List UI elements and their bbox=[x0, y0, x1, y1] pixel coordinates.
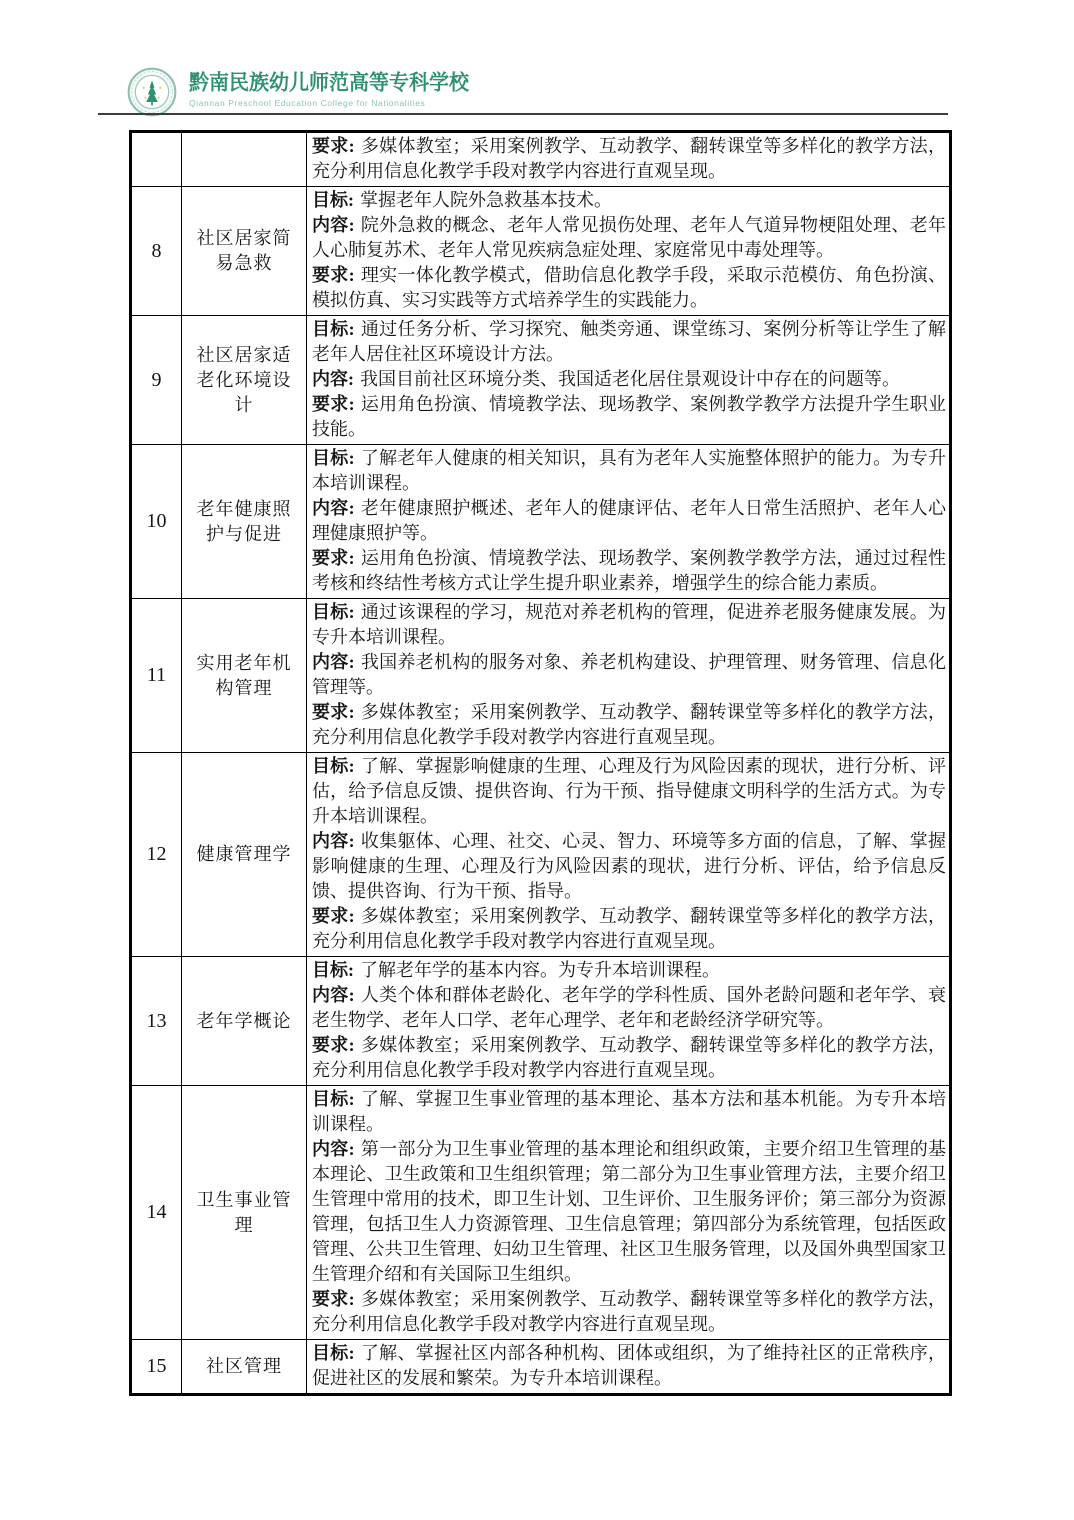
detail-label: 内容: bbox=[312, 369, 354, 389]
detail-paragraph bbox=[312, 446, 946, 496]
course-name-cell bbox=[182, 132, 307, 187]
course-no-cell: 8 bbox=[131, 187, 182, 316]
table-row bbox=[131, 187, 951, 316]
course-details-cell bbox=[307, 753, 951, 957]
course-name-cell: 社区管理 bbox=[182, 1340, 307, 1395]
course-details-cell bbox=[307, 445, 951, 599]
detail-text: 理实一体化教学模式，借助信息化教学手段，采取示范模仿、角色扮演、模拟仿真、实习实践等方式培养学生的实践能力。 bbox=[312, 265, 947, 310]
course-name-cell: 老年学概论 bbox=[182, 957, 307, 1086]
detail-paragraph bbox=[312, 263, 946, 313]
detail-text: 多媒体教室；采用案例教学、互动教学、翻转课堂等多样化的教学方法，充分利用信息化教学手段对教学内容进行直观呈现。 bbox=[312, 1289, 947, 1334]
detail-paragraph bbox=[312, 213, 946, 263]
detail-paragraph bbox=[312, 958, 946, 983]
detail-label: 目标: bbox=[312, 319, 355, 339]
detail-text: 收集躯体、心理、社交、心灵、智力、环境等多方面的信息，了解、掌握影响健康的生理、心理及行为风险因素的现状，进行分析、评估，给予信息反馈、提供咨询、行为干预、指导。 bbox=[312, 831, 947, 901]
detail-label: 内容: bbox=[312, 985, 355, 1005]
detail-text: 了解、掌握社区内部各种机构、团体或组织，为了维持社区的正常秩序，促进社区的发展和繁荣。为专升本培训课程。 bbox=[312, 1343, 947, 1388]
course-details-cell bbox=[307, 187, 951, 316]
detail-text: 运用角色扮演、情境教学法、现场教学、案例教学教学方法，通过过程性考核和终结性考核方式让学生提升职业素养，增强学生的综合能力素质。 bbox=[312, 548, 947, 593]
detail-text: 人类个体和群体老龄化、老年学的学科性质、国外老龄问题和老年学、衰老生物学、老年人口学、老年心理学、老年和老龄经济学研究等。 bbox=[312, 985, 947, 1030]
course-no-cell: 15 bbox=[131, 1340, 182, 1395]
detail-label: 内容: bbox=[312, 1139, 355, 1159]
table-row bbox=[131, 1340, 951, 1395]
table-row bbox=[131, 957, 951, 1086]
course-name-cell: 实用老年机构管理 bbox=[182, 599, 307, 753]
detail-text: 运用角色扮演、情境教学法、现场教学、案例教学教学方法提升学生职业技能。 bbox=[312, 394, 947, 439]
table-row bbox=[131, 445, 951, 599]
detail-paragraph bbox=[312, 134, 946, 184]
table-row bbox=[131, 599, 951, 753]
school-emblem-icon bbox=[127, 66, 177, 118]
course-name-cell: 社区居家适老化环境设计 bbox=[182, 316, 307, 445]
course-no-cell: 10 bbox=[131, 445, 182, 599]
table-row bbox=[131, 753, 951, 957]
detail-paragraph bbox=[312, 1287, 946, 1337]
detail-paragraph bbox=[312, 1033, 946, 1083]
detail-label: 目标: bbox=[312, 960, 354, 980]
course-name-cell: 社区居家简易急救 bbox=[182, 187, 307, 316]
detail-label: 要求: bbox=[312, 265, 355, 285]
detail-text: 了解老年学的基本内容。为专升本培训课程。 bbox=[360, 960, 720, 980]
detail-label: 要求: bbox=[312, 548, 355, 568]
detail-text: 掌握老年人院外急救基本技术。 bbox=[360, 190, 612, 210]
course-details-cell bbox=[307, 132, 951, 187]
detail-text: 我国养老机构的服务对象、养老机构建设、护理管理、财务管理、信息化管理等。 bbox=[312, 652, 947, 697]
course-details-cell bbox=[307, 316, 951, 445]
detail-label: 目标: bbox=[312, 756, 355, 776]
detail-label: 目标: bbox=[312, 1343, 355, 1363]
detail-text: 了解、掌握卫生事业管理的基本理论、基本方法和基本机能。为专升本培训课程。 bbox=[312, 1089, 947, 1134]
detail-paragraph bbox=[312, 1087, 946, 1137]
detail-text: 多媒体教室；采用案例教学、互动教学、翻转课堂等多样化的教学方法，充分利用信息化教学手段对教学内容进行直观呈现。 bbox=[312, 1035, 947, 1080]
detail-label: 要求: bbox=[312, 1289, 355, 1309]
detail-text: 通过该课程的学习，规范对养老机构的管理，促进养老服务健康发展。为专升本培训课程。 bbox=[312, 602, 947, 647]
detail-label: 目标: bbox=[312, 448, 355, 468]
detail-paragraph bbox=[312, 392, 946, 442]
school-name-en: Qiannan Preschool Education College for Nationalities bbox=[189, 98, 426, 108]
detail-label: 要求: bbox=[312, 136, 355, 156]
detail-text: 院外急救的概念、老年人常见损伤处理、老年人气道异物梗阻处理、老年人心肺复苏术、老年人常见疾病急症处理、家庭常见中毒处理等。 bbox=[312, 215, 947, 260]
detail-label: 要求: bbox=[312, 702, 355, 722]
detail-label: 要求: bbox=[312, 1035, 355, 1055]
course-table bbox=[129, 130, 952, 1396]
school-logo-text bbox=[189, 66, 469, 108]
detail-paragraph bbox=[312, 1341, 946, 1391]
detail-paragraph bbox=[312, 600, 946, 650]
detail-label: 目标: bbox=[312, 602, 355, 622]
detail-text: 了解老年人健康的相关知识，具有为老年人实施整体照护的能力。为专升本培训课程。 bbox=[312, 448, 947, 493]
detail-text: 了解、掌握影响健康的生理、心理及行为风险因素的现状，进行分析、评估，给予信息反馈、提供咨询、行为干预、指导健康文明科学的生活方式。为专升本培训课程。 bbox=[312, 756, 947, 826]
detail-label: 内容: bbox=[312, 831, 355, 851]
detail-label: 内容: bbox=[312, 498, 355, 518]
detail-paragraph bbox=[312, 829, 946, 904]
course-details-cell bbox=[307, 957, 951, 1086]
course-details-cell bbox=[307, 599, 951, 753]
detail-label: 内容: bbox=[312, 652, 355, 672]
course-no-cell: 9 bbox=[131, 316, 182, 445]
course-details-cell bbox=[307, 1340, 951, 1395]
detail-paragraph bbox=[312, 317, 946, 367]
course-table-body bbox=[131, 132, 951, 1395]
detail-paragraph bbox=[312, 367, 946, 392]
school-logo bbox=[127, 66, 469, 118]
detail-text: 多媒体教室；采用案例教学、互动教学、翻转课堂等多样化的教学方法，充分利用信息化教学手段对教学内容进行直观呈现。 bbox=[312, 702, 947, 747]
detail-paragraph bbox=[312, 546, 946, 596]
detail-paragraph bbox=[312, 188, 946, 213]
detail-text: 第一部分为卫生事业管理的基本理论和组织政策，主要介绍卫生管理的基本理论、卫生政策和卫生组织管理；第二部分为卫生事业管理方法，主要介绍卫生管理中常用的技术，即卫生计划、卫生评价、卫生服务评价；第三部分为资源管理，包括卫生人力资源管理、卫生信息管理；第四部分为系统管理，包括医政管理、公共卫生管理、妇幼卫生管理、社区卫生服务管理，以及国外典型国家卫生管理介绍和有关国际卫生组织。 bbox=[312, 1139, 947, 1284]
course-details-cell bbox=[307, 1086, 951, 1340]
course-no-cell: 14 bbox=[131, 1086, 182, 1340]
school-name-cn: 黔南民族幼儿师范高等专科学校 bbox=[189, 71, 469, 95]
detail-label: 内容: bbox=[312, 215, 355, 235]
detail-text: 我国目前社区环境分类、我国适老化居住景观设计中存在的问题等。 bbox=[360, 369, 900, 389]
detail-label: 目标: bbox=[312, 190, 354, 210]
course-no-cell: 13 bbox=[131, 957, 182, 1086]
course-no-cell: 11 bbox=[131, 599, 182, 753]
detail-text: 多媒体教室；采用案例教学、互动教学、翻转课堂等多样化的教学方法，充分利用信息化教学手段对教学内容进行直观呈现。 bbox=[312, 136, 947, 181]
detail-text: 多媒体教室；采用案例教学、互动教学、翻转课堂等多样化的教学方法，充分利用信息化教学手段对教学内容进行直观呈现。 bbox=[312, 906, 947, 951]
detail-paragraph bbox=[312, 754, 946, 829]
detail-label: 要求: bbox=[312, 394, 355, 414]
detail-paragraph bbox=[312, 496, 946, 546]
detail-paragraph bbox=[312, 700, 946, 750]
header-divider bbox=[98, 113, 948, 115]
course-no-cell bbox=[131, 132, 182, 187]
course-name-cell: 健康管理学 bbox=[182, 753, 307, 957]
table-row bbox=[131, 1086, 951, 1340]
detail-paragraph bbox=[312, 983, 946, 1033]
detail-paragraph bbox=[312, 904, 946, 954]
table-row bbox=[131, 316, 951, 445]
detail-paragraph bbox=[312, 1137, 946, 1287]
detail-label: 目标: bbox=[312, 1089, 355, 1109]
detail-label: 要求: bbox=[312, 906, 355, 926]
detail-text: 通过任务分析、学习探究、触类旁通、课堂练习、案例分析等让学生了解老年人居住社区环境设计方法。 bbox=[312, 319, 947, 364]
table-row bbox=[131, 132, 951, 187]
course-name-cell: 老年健康照护与促进 bbox=[182, 445, 307, 599]
detail-paragraph bbox=[312, 650, 946, 700]
course-name-cell: 卫生事业管理 bbox=[182, 1086, 307, 1340]
course-no-cell: 12 bbox=[131, 753, 182, 957]
detail-text: 老年健康照护概述、老年人的健康评估、老年人日常生活照护、老年人心理健康照护等。 bbox=[312, 498, 947, 543]
